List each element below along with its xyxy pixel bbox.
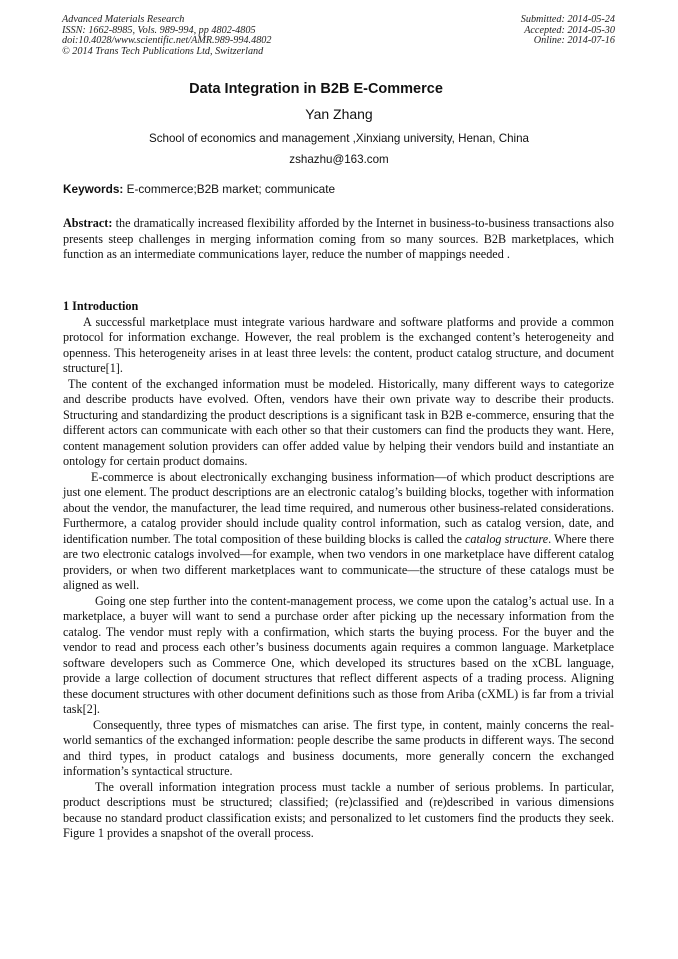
abstract-text: the dramatically increased flexibility afforded by the Internet in business-to-business transactions also presents steep challenges in merging information coming from so many sources. B2B marketplaces, which function as an intermediate communications layer, reduce the number of mappings needed . [63, 216, 614, 261]
author-name: Yan Zhang [305, 106, 373, 122]
keywords [63, 182, 615, 196]
paper-title: Data Integration in B2B E-Commerce [189, 81, 443, 97]
accepted-date: Accepted: 2014-05-30 [524, 24, 615, 36]
paragraph: The overall information integration process must tackle a number of serious problems. In particular, product descriptions must be structured; classified; (re)classified and (re)described in various dimensions because no standard product classification exists; and personalized to let customers find the products they seek. Figure 1 provides a snapshot of the overall process. [63, 779, 614, 840]
submitted-date: Submitted: 2014-05-24 [520, 14, 615, 25]
paragraph [63, 470, 614, 594]
section-heading: 1 Introduction [63, 299, 139, 313]
author-affiliation: School of economics and management ,Xinxiang university, Henan, China [148, 132, 530, 145]
paragraph: A successful marketplace must integrate various hardware and software platforms and provide a common protocol for information exchange. However, the real problem is the exchanged content’s heterogeneity and openness. This heterogeneity arises in at least three levels: the content, product catalog structure, and document structure[1]. [63, 314, 614, 375]
journal-name: Advanced Materials Research [62, 14, 185, 25]
issn-line: ISSN: 1662-8985, Vols. 989-994, pp 4802-4805 [62, 24, 256, 36]
emphasis-catalog-structure: catalog structure [464, 531, 549, 546]
publication-info [62, 15, 271, 57]
abstract [63, 216, 614, 263]
paragraph: Going one step further into the content-management process, we come upon the catalog’s actual use. In a marketplace, a buyer will want to send a purchase order after picking up the necessary information from the catalog. The vendor must reply with a confirmation, which starts the buying process. For the buyer and the vendor to read and process each other’s business documents again requires a common language. Marketplace software developers such as Commerce One, which developed its structures based on the xCBL language, provide a large collection of document structures that reflect different aspects of a trading process. Aligning these document structures with other document definitions such as those from Ariba (cXML) is far from a trivial task[2]. [63, 593, 614, 716]
publication-dates [521, 15, 615, 47]
keywords-label: Keywords: [63, 182, 124, 196]
paragraph: The content of the exchanged information must be modeled. Historically, many different ways to categorize and describe products have evolved. Often, vendors have their own private way to describe their products. Structuring and standardizing the product descriptions is a significant task in B2B e-commerce, ensuring that the different actors can communicate with each other so that their customers can find the products they want. Here, content management solution providers can offer added value by helping their vendors build and instantiate an ontology for certain product domains. [63, 376, 614, 468]
paragraph: Consequently, three types of mismatches can arise. The first type, in content, mainly concerns the real-world semantics of the exchanged information: people describe the same products in different ways. The second and third types, in product catalogs and business documents, more generally concern the exchanged information’s syntactical structure. [63, 717, 614, 778]
doi-line: doi:10.4028/www.scientific.net/AMR.989-994.4802 [62, 35, 272, 47]
online-date: Online: 2014-07-16 [533, 35, 615, 47]
paragraph-text: . Where there are two electronic catalogs involved—for example, when two vendors in one marketplace have different catalog providers, or when two different marketplaces want to communicate—the structure of these catalogs must be aligned as well. [63, 531, 614, 592]
copyright-line: © 2014 Trans Tech Publications Ltd, Switzerland [62, 45, 264, 57]
keywords-text: E-commerce;B2B market; communicate [123, 182, 336, 196]
paragraph-text: E-commerce is about electronically exchanging business information—of which product descriptions are just one element. The product descriptions are an electronic catalog’s building blocks, together with information about the vendor, the manufacturer, the lead time required, and numerous other business-related considerations. Furthermore, a catalog provider should include quality control information, such as catalog version, date, and identification number. The total composition of these building blocks is called the [63, 469, 614, 546]
abstract-label: Abstract: [63, 216, 113, 230]
author-email: zshazhu@163.com [289, 153, 389, 166]
section-introduction [63, 299, 614, 842]
